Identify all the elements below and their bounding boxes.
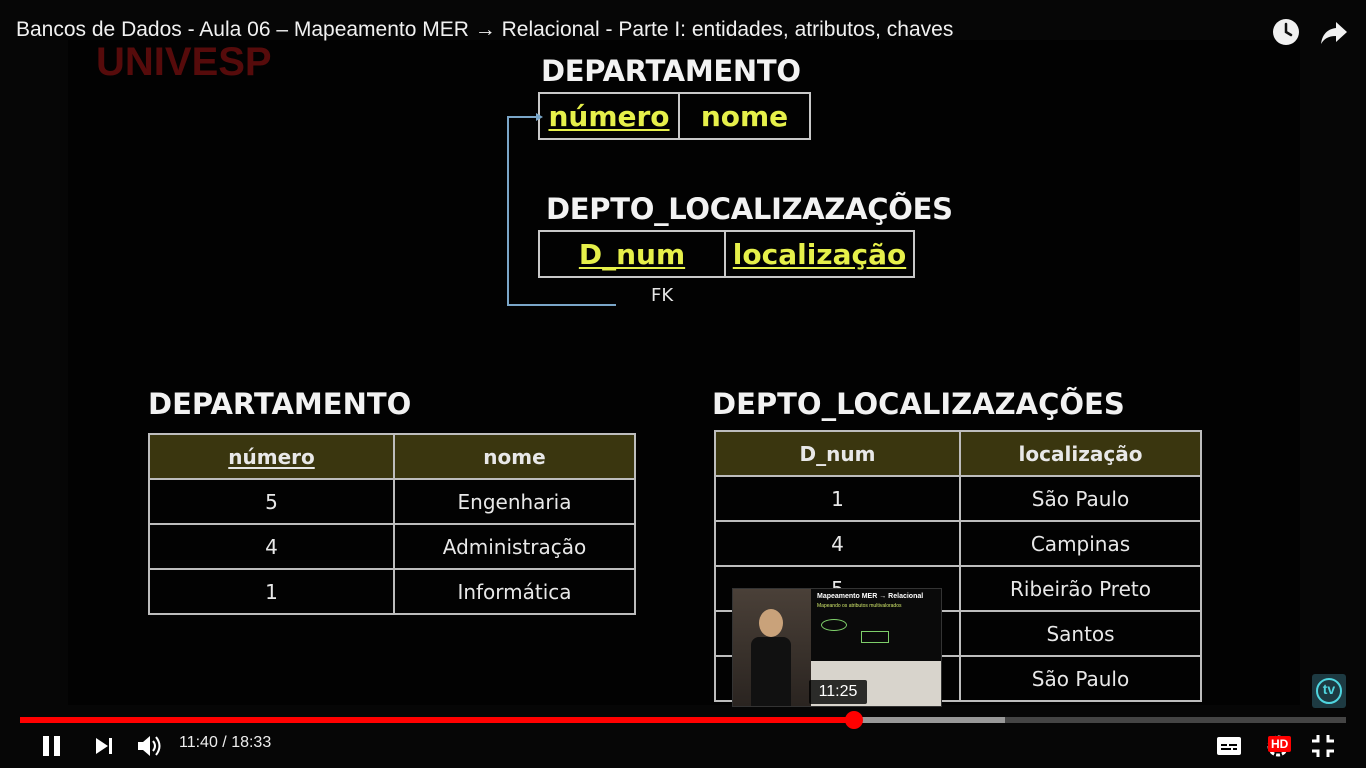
diagram-attr-nome: nome [700,99,789,133]
table-title-departamento: DEPARTAMENTO [148,387,412,421]
cell: 1 [149,569,394,614]
watch-later-icon[interactable] [1270,16,1302,48]
table-title-depto-localizacoes: DEPTO_LOCALIZAZAÇÕES [712,387,1125,421]
cell: São Paulo [960,476,1201,521]
column-header: nome [394,434,635,479]
share-icon[interactable] [1318,16,1350,48]
cell: 4 [149,524,394,569]
fk-label: FK [651,285,674,306]
column-header: localização [960,431,1201,476]
column-header: número [149,434,394,479]
pause-button[interactable] [38,732,66,760]
progress-scrubber[interactable] [845,711,863,729]
video-title[interactable]: Bancos de Dados - Aula 06 – Mapeamento MER → Relacional - Parte I: entidades, atributos, chaves [16,18,954,41]
preview-slide [811,589,941,661]
univesp-watermark: UNIVESP [96,40,272,84]
channel-logo-text: tv [1322,681,1336,697]
cell: Engenharia [394,479,635,524]
table-row [149,479,635,524]
table-row [149,524,635,569]
cell: 4 [715,521,960,566]
table-row [715,476,1201,521]
subtitles-button[interactable] [1215,732,1243,760]
preview-time: 11:25 [809,680,867,704]
progress-played [20,717,854,723]
column-header: D_num [715,431,960,476]
cell: 5 [149,479,394,524]
channel-watermark[interactable] [1312,674,1346,708]
table-row [149,569,635,614]
volume-button[interactable] [135,732,163,760]
preview-slide-title: Mapeamento MER → Relacional [817,593,924,600]
next-button[interactable] [90,732,118,760]
cell: Administração [394,524,635,569]
time-display: 11:40 / 18:33 [179,734,272,751]
hd-badge: HD [1268,736,1291,752]
table-departamento [148,433,636,615]
table-row [715,521,1201,566]
cell: Ribeirão Preto [960,566,1201,611]
cell: Informática [394,569,635,614]
video-frame [68,40,1300,705]
diagram-attr-numero: número [540,94,680,138]
exit-fullscreen-button[interactable] [1309,732,1337,760]
presenter-image [733,589,811,706]
cell: Campinas [960,521,1201,566]
diagram-title-depto-localizacoes: DEPTO_LOCALIZAZAÇÕES [546,192,953,226]
diagram-box-depto-localizacoes [538,230,915,278]
diagram-attr-localizacao: localização [732,237,907,271]
diagram-attr-dnum: D_num [540,232,726,276]
diagram-title-departamento: DEPARTAMENTO [541,54,801,88]
cell: São Paulo [960,656,1201,701]
preview-slide-subtitle: Mapeando os atributos multivalorados [817,603,902,609]
cell: Santos [960,611,1201,656]
cell: 1 [715,476,960,521]
